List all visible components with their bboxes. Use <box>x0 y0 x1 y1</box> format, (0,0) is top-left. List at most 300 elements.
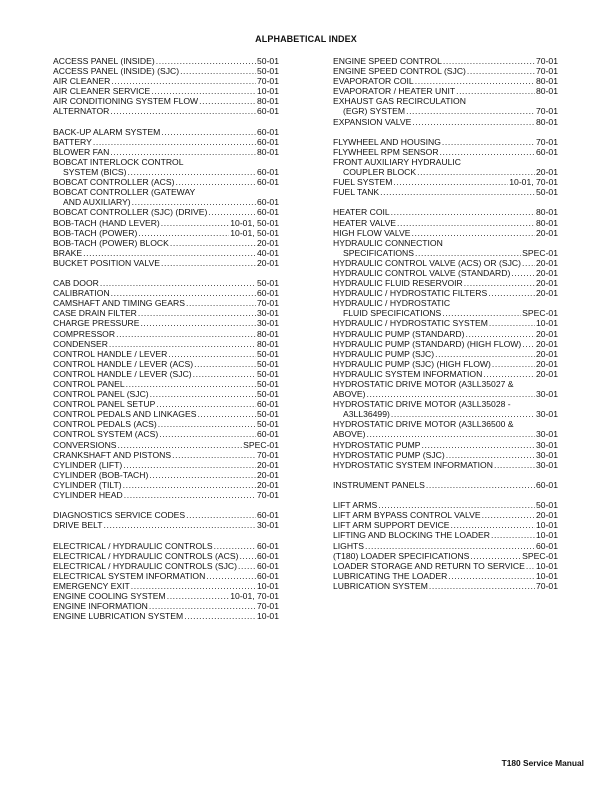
index-entry-page: 80-01 <box>536 76 558 87</box>
index-entry-label: CAMSHAFT AND TIMING GEARS <box>53 298 185 309</box>
index-entry-page: 10-01, 70-01 <box>230 590 279 601</box>
index-entry-label: CONTROL HANDLE / LEVER (SJC) <box>53 368 192 379</box>
index-entry-label: CONTROL PANEL SETUP <box>53 399 156 410</box>
index-entry-bobcat-controller-sjc-drive <box>53 207 279 217</box>
index-entry-system-bics <box>53 167 279 177</box>
dot-leader <box>206 571 256 581</box>
index-entry-page: 10-01 <box>536 520 558 531</box>
index-entry-heading: EXHAUST GAS RECIRCULATION <box>333 96 466 107</box>
index-entry-label: ENGINE COOLING SYSTEM <box>53 590 166 601</box>
index-entry-air-conditioning-system-flow <box>53 96 279 106</box>
index-entry-control-panel-setup <box>53 399 279 409</box>
index-entry-page: 80-01 <box>536 116 558 127</box>
index-entry-label: ENGINE INFORMATION <box>53 601 148 612</box>
dot-leader <box>170 238 256 248</box>
index-entry-label: CAB DOOR <box>53 278 99 289</box>
index-entry-page: 20-01 <box>536 227 558 238</box>
index-entry-label: CYLINDER (TILT) <box>53 479 122 490</box>
index-entry-page: 70-01 <box>257 76 279 87</box>
index-entry-page: 70-01 <box>257 449 279 460</box>
dot-leader <box>511 268 535 278</box>
index-entry-heading: BOBCAT CONTROLLER (GATEWAY <box>53 187 196 198</box>
index-entry-label: FLYWHEEL RPM SENSOR <box>333 146 439 157</box>
dot-leader <box>412 228 536 238</box>
index-entry-label: HEATER VALVE <box>333 217 397 228</box>
dot-leader <box>111 76 256 86</box>
index-entry-label: ENGINE SPEED CONTROL (SJC) <box>333 66 466 77</box>
index-entry-label: HYDRAULIC / HYDROSTATIC SYSTEM <box>333 318 488 329</box>
index-entry-page: 60-01 <box>257 106 279 117</box>
index-entry-label: FLYWHEEL AND HOUSING <box>333 136 441 147</box>
index-entry-page: 50-01 <box>257 66 279 77</box>
index-entry-page: 20-01 <box>536 338 558 349</box>
index-entry-page: 30-01 <box>536 439 558 450</box>
index-entry-page: 40-01 <box>257 247 279 258</box>
index-entry-page: 30-01 <box>536 409 558 420</box>
index-entry-page: 80-01 <box>536 86 558 97</box>
dot-leader <box>118 440 243 450</box>
index-entry-blower-fan <box>53 147 279 157</box>
index-entry-page: 10-01 <box>257 86 279 97</box>
index-entry-page: 20-01 <box>536 167 558 178</box>
index-entry-label: HYDRAULIC CONTROL VALVE (ACS) OR (SJC) <box>333 257 521 268</box>
index-entry-label: FLUID SPECIFICATIONS <box>343 308 442 319</box>
dot-leader <box>104 520 257 530</box>
index-entry-label: SPECIFICATIONS <box>343 247 414 258</box>
dot-leader <box>442 137 535 147</box>
index-entry-hydrostatic-pump <box>333 440 558 450</box>
index-entry-heading: FRONT AUXILIARY HYDRAULIC <box>333 156 461 167</box>
index-entry-page: 50-01 <box>536 500 558 511</box>
index-entry-page: 70-01 <box>257 601 279 612</box>
index-entry-page: 50-01 <box>257 409 279 420</box>
index-entry-heading: HYDROSTATIC DRIVE MOTOR (A3LL36500 & <box>333 419 514 430</box>
index-entry-page: 60-01 <box>257 550 279 561</box>
index-entry-page: 60-01 <box>257 399 279 410</box>
index-entry-page: 80-01 <box>257 146 279 157</box>
index-entry-cylinder-head <box>53 490 279 500</box>
dot-leader <box>406 106 535 116</box>
index-entry-hydraulic-system-information <box>333 369 558 379</box>
index-entry-heater-valve <box>333 218 558 228</box>
index-entry-label: EMERGENCY EXIT <box>53 580 130 591</box>
dot-leader <box>380 187 535 197</box>
index-entry-hydraulic-fluid-reservoir <box>333 278 558 288</box>
dot-leader <box>172 450 256 460</box>
dot-leader <box>415 248 521 258</box>
index-entry-bob-tach-hand-lever <box>53 218 279 228</box>
index-entry-page: 30-01 <box>257 308 279 319</box>
index-entry-label: ELECTRICAL / HYDRAULIC CONTROLS (SJC) <box>53 560 237 571</box>
section-gap <box>333 490 558 500</box>
index-entry-hydrostatic-system-information <box>333 460 558 470</box>
index-entry-label: LUBRICATING THE LOADER <box>333 570 448 581</box>
index-entry-page: 80-01 <box>257 338 279 349</box>
index-entry-page: 30-01 <box>536 459 558 470</box>
dot-leader <box>488 288 535 298</box>
index-entry-engine-cooling-system <box>53 591 279 601</box>
dot-leader <box>465 329 535 339</box>
index-entry-label: DRIVE BELT <box>53 520 103 531</box>
index-entry-label: HYDRAULIC / HYDROSTATIC FILTERS <box>333 288 488 299</box>
index-entry-page: 30-01 <box>536 429 558 440</box>
index-entry-label: HYDRAULIC PUMP (SJC) (HIGH FLOW) <box>333 358 491 369</box>
index-entry-lights <box>333 541 558 551</box>
index-entry-access-panel-inside-sjc <box>53 66 279 76</box>
index-entry-page: 60-01 <box>257 177 279 188</box>
dot-leader <box>446 450 535 460</box>
dot-leader <box>365 541 535 551</box>
dot-leader <box>168 349 256 359</box>
index-entry-page: 60-01 <box>257 197 279 208</box>
dot-leader <box>156 56 256 66</box>
dot-leader <box>214 541 256 551</box>
index-entry-access-panel-inside <box>53 56 279 66</box>
index-column-right <box>333 56 558 591</box>
index-entry-bob-tach-power-block <box>53 238 279 248</box>
index-entry-label: BRAKE <box>53 247 83 258</box>
dot-leader <box>238 561 256 571</box>
index-entry-lift-arm-bypass-control-valve <box>333 510 558 520</box>
index-entry-label: FUEL TANK <box>333 187 380 198</box>
index-entry-page: 60-01 <box>257 570 279 581</box>
dot-leader <box>522 258 535 268</box>
index-entry-page: 50-01 <box>257 379 279 389</box>
index-entry-page: 80-01 <box>536 217 558 228</box>
index-entry-egr-system <box>333 106 558 116</box>
index-entry-label: LUBRICATION SYSTEM <box>333 580 428 591</box>
dot-leader <box>483 369 535 379</box>
index-entry-label: LIFTING AND BLOCKING THE LOADER <box>333 530 490 541</box>
index-entry-page: 20-01 <box>536 510 558 521</box>
index-entry-page: 60-01 <box>257 560 279 571</box>
dot-leader <box>194 359 256 369</box>
index-entry-brake <box>53 248 279 258</box>
index-entry-heading: BOBCAT INTERLOCK CONTROL <box>53 156 184 167</box>
index-entry-hydraulic-control-valve-standard <box>333 268 558 278</box>
index-entry-label: (EGR) SYSTEM <box>343 106 406 117</box>
index-entry-page: 60-01 <box>536 146 558 157</box>
index-entry-label: HYDRAULIC PUMP (SJC) <box>333 348 435 359</box>
index-entry-page: 60-01 <box>257 207 279 218</box>
dot-leader <box>123 480 256 490</box>
index-entry-engine-speed-control-sjc <box>333 66 558 76</box>
dot-leader <box>116 329 256 339</box>
index-entry-label: ELECTRICAL / HYDRAULIC CONTROLS <box>53 540 213 551</box>
dot-leader <box>184 611 256 621</box>
index-entry-label: CONTROL HANDLE / LEVER (ACS) <box>53 358 194 369</box>
dot-leader <box>123 460 256 470</box>
index-entry-label: HIGH FLOW VALVE <box>333 227 411 238</box>
dot-leader <box>149 601 256 611</box>
index-entry-conversions <box>53 440 279 450</box>
index-entry-heading: HYDROSTATIC DRIVE MOTOR (A3LL35028 - <box>333 399 511 410</box>
index-entry-lubrication-system <box>333 581 558 591</box>
page-title: ALPHABETICAL INDEX <box>255 34 357 44</box>
index-entry-label: BOBCAT CONTROLLER (SJC) (DRIVE) <box>53 207 208 218</box>
dot-leader <box>440 147 535 157</box>
index-entry-label: CONDENSER <box>53 338 108 349</box>
index-entry-page: 70-01 <box>536 580 558 591</box>
index-entry-page: 20-01 <box>536 368 558 379</box>
dot-leader <box>451 520 535 530</box>
index-entry-label: CALIBRATION <box>53 288 110 299</box>
index-entry-page: SPEC-01 <box>522 247 558 258</box>
index-entry-electrical-hydraulic-controls <box>53 541 279 551</box>
index-entry-control-panel-sjc <box>53 389 279 399</box>
dot-leader <box>366 389 535 399</box>
dot-leader <box>150 389 256 399</box>
dot-leader <box>467 66 535 76</box>
index-entry-page: 50-01 <box>257 278 279 289</box>
dot-leader <box>158 419 256 429</box>
index-entry-alternator <box>53 106 279 116</box>
index-entry-emergency-exit <box>53 581 279 591</box>
dot-leader <box>186 298 256 308</box>
dot-leader <box>526 561 535 571</box>
index-entry-electrical-hydraulic-controls-acs <box>53 551 279 561</box>
index-entry-label: CONTROL SYSTEM (ACS) <box>53 429 159 440</box>
index-entry-label: INSTRUMENT PANELS <box>333 479 425 490</box>
index-entry-label: CONTROL PEDALS AND LINKAGES <box>53 409 197 420</box>
dot-leader <box>391 409 535 419</box>
index-entry-label: HYDRAULIC PUMP (STANDARD) (HIGH FLOW) <box>333 338 522 349</box>
index-entry-page: 50-01 <box>257 389 279 400</box>
index-entry-cylinder-tilt <box>53 480 279 490</box>
dot-leader <box>110 106 256 116</box>
index-entry-hydraulic-pump-sjc <box>333 349 558 359</box>
index-entry-label: AIR CLEANER SERVICE <box>53 86 151 97</box>
dot-leader <box>429 581 535 591</box>
index-entry-page: 20-01 <box>536 358 558 369</box>
section-gap <box>53 117 279 127</box>
index-entry-page: 80-01 <box>536 207 558 218</box>
index-entry-heater-coil <box>333 207 558 217</box>
index-entry-page: 50-01 <box>257 358 279 369</box>
index-entry-label: BATTERY <box>53 136 92 147</box>
index-entry-drive-belt <box>53 520 279 530</box>
index-entry-page: 10-01 <box>257 611 279 622</box>
dot-leader <box>175 177 256 187</box>
dot-leader <box>391 207 535 217</box>
index-entry-label: CRANKSHAFT AND PISTONS <box>53 449 172 460</box>
dot-leader <box>128 167 257 177</box>
index-entry-evaporator-coil <box>333 76 558 86</box>
dot-leader <box>132 197 256 207</box>
dot-leader <box>412 117 535 127</box>
dot-leader <box>140 318 256 328</box>
index-entry-cylinder-bob-tach <box>53 470 279 480</box>
index-entry-label: AND AUXILIARY) <box>63 197 131 208</box>
index-entry-label: LOADER STORAGE AND RETURN TO SERVICE <box>333 560 525 571</box>
index-entry-label: CONTROL HANDLE / LEVER <box>53 348 168 359</box>
dot-leader <box>378 500 535 510</box>
dot-leader <box>126 379 256 389</box>
index-entry-page: 60-01 <box>536 479 558 490</box>
index-entry-page: 70-01 <box>257 298 279 309</box>
dot-leader <box>161 258 256 268</box>
dot-leader <box>464 278 535 288</box>
index-entry-label: EVAPORATOR COIL <box>333 76 414 87</box>
index-entry-compressor <box>53 329 279 339</box>
index-entry-charge-pressure <box>53 318 279 328</box>
dot-leader <box>161 218 229 228</box>
index-entry-control-pedals-acs <box>53 419 279 429</box>
index-entry-page: 20-01 <box>536 257 558 268</box>
dot-leader <box>522 339 535 349</box>
index-entry-label: BOBCAT CONTROLLER (ACS) <box>53 177 175 188</box>
dot-leader <box>397 218 535 228</box>
index-entry-page: 20-01 <box>257 479 279 490</box>
dot-leader <box>138 308 256 318</box>
dot-leader <box>456 86 535 96</box>
index-entry-coupler-block <box>333 167 558 177</box>
index-entry-label: CASE DRAIN FILTER <box>53 308 137 319</box>
dot-leader <box>443 56 535 66</box>
index-entry-control-pedals-and-linkages <box>53 409 279 419</box>
index-entry-label: HYDRAULIC CONTROL VALVE (STANDARD) <box>333 267 511 278</box>
index-entry-page: 70-01 <box>536 56 558 66</box>
index-entry-page: 10-01 <box>536 530 558 541</box>
index-entry-engine-speed-control <box>333 56 558 66</box>
index-entry-page: 10-01, 50-01 <box>230 217 279 228</box>
dot-leader <box>167 591 230 601</box>
index-entry-expansion-valve <box>333 117 558 127</box>
index-entry-label: CONTROL PEDALS (ACS) <box>53 419 157 430</box>
index-entry-label: ENGINE LUBRICATION SYSTEM <box>53 611 184 622</box>
index-entry-label: HYDRAULIC PUMP (STANDARD) <box>333 328 465 339</box>
index-entry-control-handle-lever-acs <box>53 359 279 369</box>
dot-leader <box>111 288 256 298</box>
index-entry-page: 70-01 <box>536 136 558 147</box>
index-entry-label: CHARGE PRESSURE <box>53 318 140 329</box>
index-entry-label: BOB-TACH (POWER) BLOCK <box>53 237 169 248</box>
index-entry-label: FUEL SYSTEM <box>333 177 393 188</box>
index-entry-label: BOB-TACH (HAND LEVER) <box>53 217 160 228</box>
index-entry-page: SPEC-01 <box>522 308 558 319</box>
index-entry-hydraulic-pump-standard-high-flow <box>333 339 558 349</box>
index-entry-air-cleaner <box>53 76 279 86</box>
index-entry-page: 60-01 <box>257 167 279 178</box>
index-entry-page: 80-01 <box>257 96 279 107</box>
index-entry-page: SPEC-01 <box>243 439 279 450</box>
index-entry-label: ABOVE) <box>333 429 366 440</box>
index-entry-page: 60-01 <box>536 540 558 551</box>
index-entry-page: 50-01 <box>257 348 279 359</box>
index-entry-label: LIFT ARMS <box>333 500 378 511</box>
dot-leader <box>442 308 521 318</box>
index-entry-high-flow-valve <box>333 228 558 238</box>
index-entry-label: EVAPORATOR / HEATER UNIT <box>333 86 456 97</box>
dot-leader <box>109 339 256 349</box>
index-entry-page: 10-01 <box>536 318 558 329</box>
index-entry-hydraulic-pump-standard <box>333 329 558 339</box>
index-entry-page: 70-01 <box>536 66 558 77</box>
index-entry-page: 50-01 <box>257 419 279 430</box>
index-entry-page: 10-01 <box>536 560 558 571</box>
index-entry-t180-loader-specifications <box>333 551 558 561</box>
index-entry-diagnostics-service-codes <box>53 510 279 520</box>
index-entry-page: 30-01 <box>536 389 558 400</box>
index-entry-hydraulic-pump-sjc-high-flow <box>333 359 558 369</box>
index-entry-heading: HYDRAULIC / HYDROSTATIC <box>333 298 451 309</box>
index-entry-label: HYDRAULIC SYSTEM INFORMATION <box>333 368 483 379</box>
index-entry-control-handle-lever <box>53 349 279 359</box>
dot-leader <box>138 228 229 238</box>
index-entry-loader-storage-and-return-to-service <box>333 561 558 571</box>
index-entry-label: AIR CONDITIONING SYSTEM FLOW <box>53 96 199 107</box>
index-entry-label: ACCESS PANEL (INSIDE) <box>53 56 155 66</box>
index-entry-battery <box>53 137 279 147</box>
index-entry-specifications <box>333 248 558 258</box>
index-entry-page: 20-01 <box>257 459 279 470</box>
dot-leader <box>124 490 256 500</box>
index-entry-label: A3LL36499) <box>343 409 390 420</box>
index-entry-flywheel-and-housing <box>333 137 558 147</box>
index-entry-heading: HYDRAULIC CONNECTION <box>333 237 443 248</box>
index-entry-page: 60-01 <box>257 136 279 147</box>
index-entry-label: HYDROSTATIC SYSTEM INFORMATION <box>333 459 493 470</box>
index-entry-page: 70-01 <box>257 490 279 501</box>
index-entry-label: LIFT ARM BYPASS CONTROL VALVE <box>333 510 481 521</box>
dot-leader <box>131 581 256 591</box>
index-entry-hydraulic-hydrostatic-filters <box>333 288 558 298</box>
index-entry-page: 10-01 <box>536 570 558 581</box>
index-entry-label: ABOVE) <box>333 389 366 400</box>
index-entry-label: CYLINDER (LIFT) <box>53 459 123 470</box>
dot-leader <box>100 278 256 288</box>
index-entry-page: 50-01 <box>536 187 558 198</box>
index-entry-page: 20-01 <box>257 469 279 480</box>
index-entry-label: CYLINDER HEAD <box>53 490 123 501</box>
index-entry-page: 20-01 <box>536 278 558 289</box>
dot-leader <box>435 349 535 359</box>
index-column-left <box>53 56 279 621</box>
index-entry-hydraulic-hydrostatic-system <box>333 318 558 328</box>
index-entry-page: 20-01 <box>536 328 558 339</box>
index-entry-label: LIFT ARM SUPPORT DEVICE <box>333 520 450 531</box>
dot-leader <box>239 551 256 561</box>
dot-leader <box>149 470 256 480</box>
dot-leader <box>366 429 535 439</box>
index-entry-label: EXPANSION VALVE <box>333 116 412 127</box>
index-entry-case-drain-filter <box>53 308 279 318</box>
index-entry-heading: HYDROSTATIC DRIVE MOTOR (A3LL35027 & <box>333 379 514 389</box>
dot-leader <box>151 86 256 96</box>
index-entry-page: 10-01, 50-01 <box>230 227 279 238</box>
index-entry-label: BLOWER FAN <box>53 146 110 157</box>
index-entry-page: 60-01 <box>257 288 279 299</box>
index-entry-page: 20-01 <box>536 348 558 359</box>
dot-leader <box>489 318 535 328</box>
dot-leader <box>422 440 535 450</box>
dot-leader <box>93 137 256 147</box>
dot-leader <box>110 147 256 157</box>
index-entry-air-cleaner-service <box>53 86 279 96</box>
index-entry-label: HYDROSTATIC PUMP <box>333 439 421 450</box>
index-entry-control-system-acs <box>53 429 279 439</box>
index-entry-crankshaft-and-pistons <box>53 450 279 460</box>
index-entry-a3ll36499 <box>333 409 558 419</box>
dot-leader <box>494 460 535 470</box>
index-entry-instrument-panels <box>333 480 558 490</box>
dot-leader <box>393 177 508 187</box>
index-entry-bob-tach-power <box>53 228 279 238</box>
index-entry-label: LIGHTS <box>333 540 365 551</box>
section-gap <box>53 500 279 510</box>
index-entry-back-up-alarm-system <box>53 127 279 137</box>
index-entry-control-handle-lever-sjc <box>53 369 279 379</box>
